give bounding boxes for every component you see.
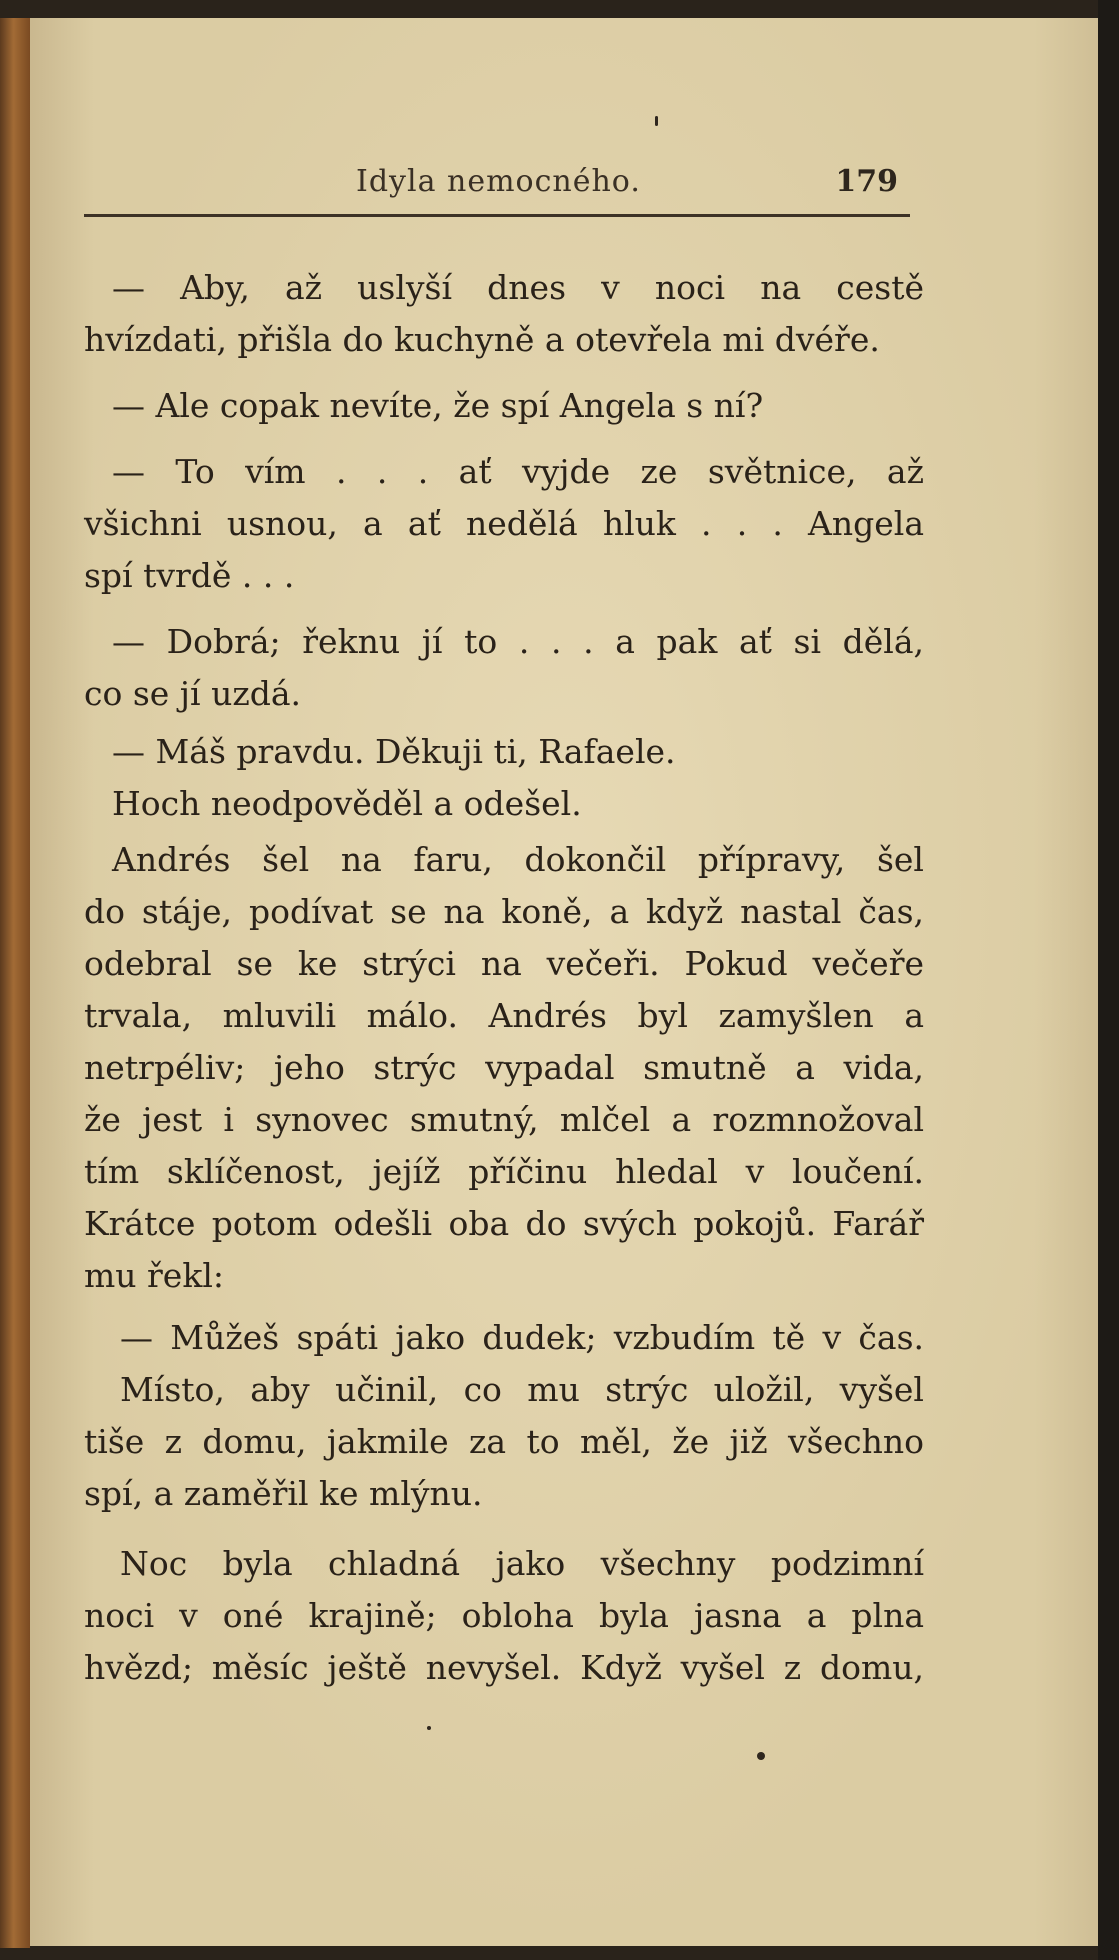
paragraph [84, 1538, 924, 1694]
text-line: Andrés šel na faru, dokončil přípravy, šel [112, 840, 924, 879]
text-line: tím sklíčenost, jejíž příčinu hledal v loučení. [84, 1152, 924, 1191]
text-line: trvala, mluvili málo. Andrés byl zamyšlen a [84, 996, 924, 1035]
text-line: — Můžeš spáti jako dudek; vzbudím tě v čas. [120, 1318, 924, 1357]
paragraph [84, 1364, 924, 1520]
paragraph [84, 834, 924, 1302]
body-text [84, 262, 924, 1694]
text-line: netrpéliv; jeho strýc vypadal smutně a vida, [84, 1048, 924, 1087]
ink-speck [655, 116, 658, 126]
paragraph [84, 1312, 924, 1364]
paragraph [84, 778, 924, 830]
book-spine-edge [0, 18, 30, 1948]
text-line: Krátce potom odešli oba do svých pokojů. Farář [84, 1204, 924, 1243]
paragraph [84, 380, 924, 432]
text-line: hvízdati, přišla do kuchyně a otevřela mi dvéře. [84, 320, 880, 359]
text-line: všichni usnou, a ať nedělá hluk . . . Angela [84, 504, 924, 543]
text-line: spí tvrdě . . . [84, 556, 295, 595]
text-line: do stáje, podívat se na koně, a když nastal čas, [84, 892, 924, 931]
text-line: — Máš pravdu. Děkuji ti, Rafaele. [112, 732, 676, 771]
paragraph [84, 616, 924, 720]
text-line: Hoch neodpověděl a odešel. [112, 784, 582, 823]
scan-right-border [1098, 0, 1119, 1960]
text-line: spí, a zaměřil ke mlýnu. [84, 1474, 483, 1513]
text-line: Místo, aby učinil, co mu strýc uložil, vyšel [120, 1370, 924, 1409]
paragraph [84, 446, 924, 602]
page-number: 179 [835, 164, 898, 199]
text-line: že jest i synovec smutný, mlčel a rozmnožoval [84, 1100, 924, 1139]
paragraph [84, 262, 924, 366]
running-title: Idyla nemocného. [356, 164, 641, 199]
ink-speck [427, 1726, 431, 1730]
text-line: odebral se ke strýci na večeři. Pokud večeře [84, 944, 924, 983]
ink-speck [757, 1752, 765, 1760]
text-line: noci v oné krajině; obloha byla jasna a plna [84, 1596, 924, 1635]
text-line: co se jí uzdá. [84, 674, 301, 713]
text-line: hvězd; měsíc ještě nevyšel. Když vyšel z domu, [84, 1648, 924, 1687]
text-line: — Ale copak nevíte, že spí Angela s ní? [112, 386, 764, 425]
text-line: — Dobrá; řeknu jí to . . . a pak ať si dělá, [112, 622, 924, 661]
text-line: — To vím . . . ať vyjde ze světnice, až [112, 452, 924, 491]
text-line: — Aby, až uslyší dnes v noci na cestě [112, 268, 924, 307]
header-rule [84, 214, 910, 217]
text-line: tiše z domu, jakmile za to měl, že již všechno [84, 1422, 924, 1461]
page-header [84, 158, 910, 214]
text-line: mu řekl: [84, 1256, 225, 1295]
paragraph [84, 726, 924, 778]
text-line: Noc byla chladná jako všechny podzimní [120, 1544, 924, 1583]
